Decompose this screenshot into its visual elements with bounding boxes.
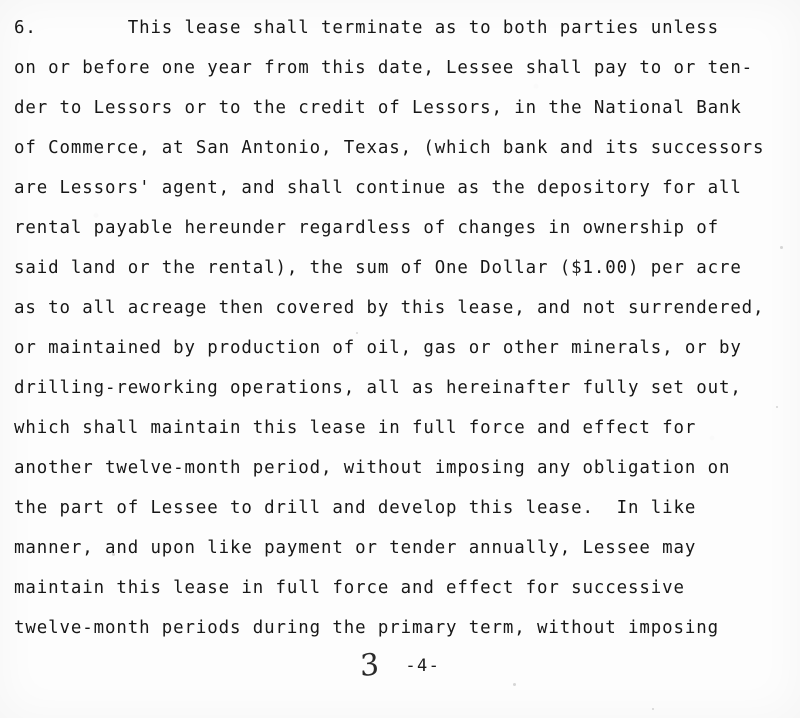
page-number: -4- [405, 655, 441, 676]
document-line: or maintained by production of oil, gas or other minerals, or by [14, 338, 742, 358]
paper-speck [776, 406, 778, 408]
document-line: which shall maintain this lease in full force and effect for [14, 418, 697, 438]
document-line: der to Lessors or to the credit of Lessors, in the National Bank [14, 98, 742, 118]
document-line: the part of Lessee to drill and develop this lease. In like [14, 498, 697, 518]
document-line: as to all acreage then covered by this lease, and not surrendered, [14, 298, 765, 318]
document-line: are Lessors' agent, and shall continue as the depository for all [14, 178, 742, 198]
paragraph-6 [0, 8, 800, 648]
document-line: rental payable hereunder regardless of changes in ownership of [14, 218, 719, 238]
document-line: said land or the rental), the sum of One Dollar ($1.00) per acre [14, 258, 742, 278]
paper-speck [112, 553, 115, 556]
paper-speck [513, 683, 516, 686]
document-line: drilling-reworking operations, all as hereinafter fully set out, [14, 378, 742, 398]
document-line: maintain this lease in full force and effect for successive [14, 578, 685, 598]
document-line: of Commerce, at San Antonio, Texas, (which bank and its successors [14, 138, 765, 158]
paper-speck [356, 332, 358, 334]
handwritten-page-mark: 3 [359, 646, 381, 685]
document-line: another twelve-month period, without imposing any obligation on [14, 458, 731, 478]
document-line: twelve-month periods during the primary term, without imposing [14, 618, 719, 638]
document-line: manner, and upon like payment or tender annually, Lessee may [14, 538, 697, 558]
document-line: on or before one year from this date, Lessee shall pay to or ten- [14, 58, 754, 78]
page-footer [0, 648, 800, 683]
document-body [0, 8, 800, 648]
paper-speck [652, 708, 654, 710]
paper-speck [780, 246, 783, 249]
document-line: 6. This lease shall terminate as to both parties unless [14, 18, 719, 38]
